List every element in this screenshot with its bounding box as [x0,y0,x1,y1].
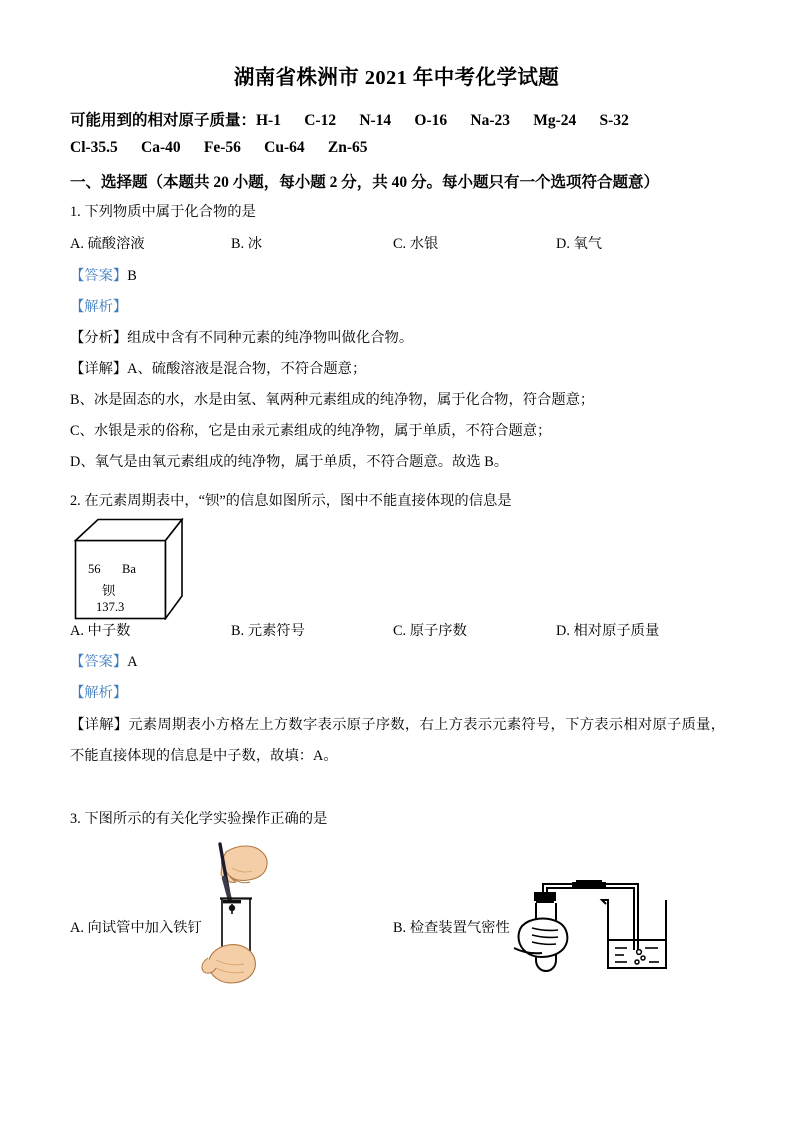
element-relative-atomic-mass: 137.3 [96,600,125,614]
atomic-mass-line-2: Cl-35.5 Ca-40 Fe-56 Cu-64 Zn-65 [70,139,368,156]
question-3-number: 3. [70,811,81,827]
option-text: 向试管中加入铁钉 [87,920,202,936]
option-label: C. [393,236,407,252]
hand-gripping-test-tube-icon [514,919,567,957]
option-text: 水银 [409,236,439,252]
question-1-analysis-line-5: D、氧气是由氧元素组成的纯净物，属于单质，不符合题意。故选 B。 [70,454,509,470]
analysis-label: 【解析】 [70,299,128,315]
element-atomic-number: 56 [88,562,101,576]
question-1-option-b[interactable] [231,233,262,253]
element-info-cube [74,518,184,620]
question-1-analysis-label [70,296,127,316]
question-3-stem-text: 下图所示的有关化学实验操作正确的是 [84,811,328,827]
question-1-stem-text: 下列物质中属于化合物的是 [84,204,256,220]
question-2-option-c[interactable] [393,620,467,640]
option-text: 氧气 [573,236,603,252]
option-label: D. [556,623,570,639]
atomic-mass-line-1: 可能用到的相对原子质量：H-1 C-12 N-14 O-16 Na-23 Mg-24 S-32 [70,112,629,129]
element-symbol: Ba [122,562,136,576]
analysis-label: 【解析】 [70,685,128,701]
option-label: A. [70,920,84,936]
gas-tightness-apparatus-drawing [512,878,672,974]
element-chinese-name: 钡 [102,583,116,598]
question-1-option-d[interactable] [556,233,602,253]
question-2-number: 2. [70,493,81,509]
question-2-analysis-label [70,682,127,702]
question-1-option-c[interactable] [393,233,438,253]
option-label: C. [393,623,407,639]
option-text: 检查装置气密性 [409,920,510,936]
answer-value: B [127,268,137,284]
option-label: B. [393,920,407,936]
option-label: D. [556,236,570,252]
option-label: B. [231,236,245,252]
question-2-option-d[interactable] [556,620,659,640]
answer-value: A [127,654,138,670]
option-text: 相对原子质量 [573,623,660,639]
question-1-analysis-line-1: 【分析】组成中含有不同种元素的纯净物叫做化合物。 [70,330,414,346]
lower-hand-icon [202,945,255,983]
question-1-option-a[interactable] [70,233,145,253]
question-1-analysis-line-2: 【详解】A、硫酸溶液是混合物，不符合题意； [70,361,367,377]
option-text: 硫酸溶液 [87,236,145,252]
question-1-answer [70,265,137,285]
option-text: 原子序数 [409,623,467,639]
answer-label: 【答案】 [70,268,128,284]
question-3-option-b[interactable] [393,917,510,937]
question-2-detail-text: 【详解】元素周期表小方格左上方数字表示原子序数，右上方表示元素符号，下方表示相对原子质量，不能直接体现的信息是中子数，故填：A。 [70,717,725,764]
option-label: B. [231,623,245,639]
question-1-analysis-line-3: B、冰是固态的水，水是由氢、氧两种元素组成的纯净物，属于化合物，符合题意； [70,392,595,408]
page-title: 湖南省株洲市 2021 年中考化学试题 [233,67,560,89]
question-2-option-a[interactable] [70,620,130,640]
figure-gas-tightness-check [512,878,672,974]
answer-label: 【答案】 [70,654,128,670]
option-label: A. [70,623,84,639]
question-1-stem [70,201,256,221]
question-2-answer [70,651,138,671]
question-3-stem [70,808,327,828]
option-label: A. [70,236,84,252]
question-3-option-a[interactable] [70,917,202,937]
question-2-stem-text: 在元素周期表中，“钡”的信息如图所示，图中不能直接体现的信息是 [84,493,512,509]
option-text: 元素符号 [247,623,305,639]
option-text: 中子数 [87,623,131,639]
question-2-option-b[interactable] [231,620,305,640]
question-1-number: 1. [70,204,81,220]
option-text: 冰 [247,236,262,252]
section-heading: 一、选择题（本题共 20 小题，每小题 2 分，共 40 分。每小题只有一个选项符合题意） [70,174,660,191]
upper-hand-icon [221,846,267,883]
question-1-analysis-line-4: C、水银是汞的俗称，它是由汞元素组成的纯净物，属于单质，不符合题意； [70,423,552,439]
question-2-stem [70,490,512,510]
